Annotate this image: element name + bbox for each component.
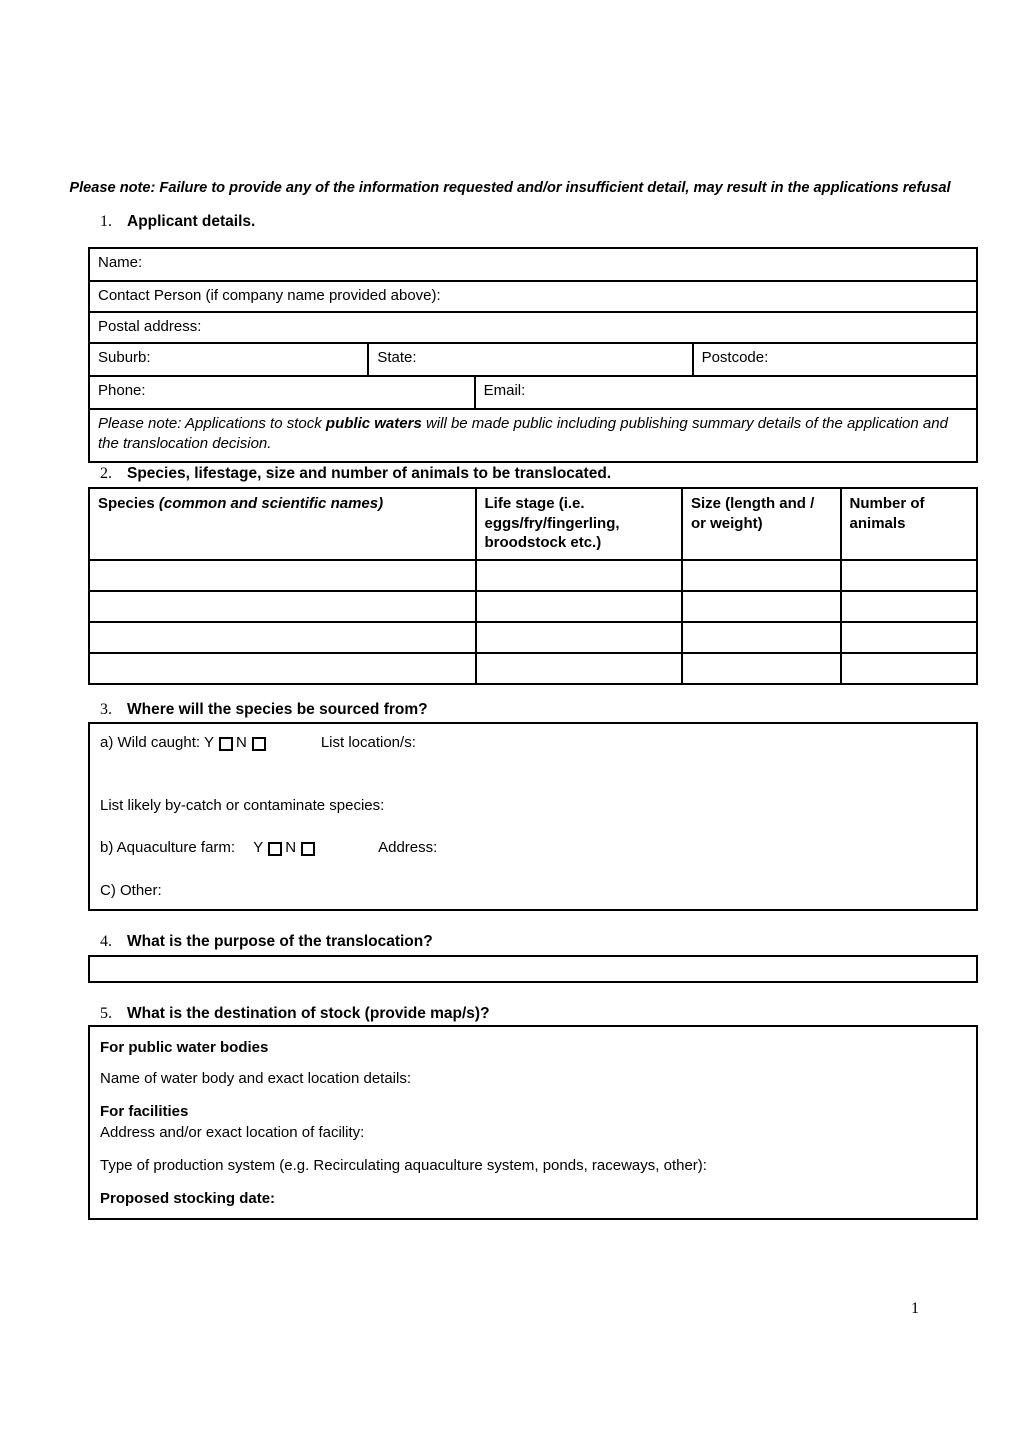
public-water-bodies-heading: For public water bodies [100,1039,269,1056]
section-number: 1. [100,213,112,230]
section-title: Species, lifestage, size and number of animals to be translocated. [127,465,612,482]
size-input-cell[interactable] [681,623,840,652]
species-input-cell[interactable] [90,561,475,590]
section-heading-applicant-details [100,213,255,231]
phone-email-row [90,375,976,408]
species-header-italic: (common and scientific names) [158,495,384,512]
species-input-cell[interactable] [90,623,475,652]
note-public-waters: public waters [325,415,422,432]
section-title: What is the purpose of the translocation? [127,933,433,950]
section-heading-destination [100,1005,490,1023]
phone-field-cell[interactable] [90,377,474,408]
species-empty-row [90,652,976,683]
source-box[interactable] [88,722,978,911]
suburb-label: Suburb: [98,349,151,366]
name-label: Name: [98,254,143,271]
species-table [88,487,978,685]
note-suffix: will be made public including publishing summary details of the application and the translocation decision. [98,415,948,453]
number-input-cell[interactable] [840,561,976,590]
life-stage-input-cell[interactable] [475,623,681,652]
life-stage-input-cell[interactable] [475,592,681,621]
species-empty-row [90,590,976,621]
aquaculture-no-label: N [285,839,297,856]
facility-address-label: Address and/or exact location of facility: [100,1124,365,1141]
number-input-cell[interactable] [840,623,976,652]
postal-address-field-row[interactable] [90,311,976,342]
section-title: What is the destination of stock (provide map/s)? [127,1005,490,1022]
state-field-cell[interactable] [367,344,691,375]
top-warning-note: Please note: Failure to provide any of the information requested and/or insufficient detail, may result in the applications refusal [69,180,951,196]
aquaculture-yes-checkbox[interactable] [268,842,282,856]
water-body-location-label: Name of water body and exact location details: [100,1070,412,1087]
section-number: 4. [100,933,112,950]
wild-caught-no-label: N [235,734,247,751]
aquaculture-farm-line [100,839,437,856]
section-number: 5. [100,1005,112,1022]
wild-caught-no-checkbox[interactable] [252,737,266,751]
wild-caught-label: a) Wild caught: [100,734,201,751]
section-number: 3. [100,701,112,718]
state-label: State: [377,349,417,366]
suburb-state-postcode-row [90,342,976,375]
list-locations-label: List location/s: [320,734,416,751]
email-label: Email: [483,382,526,399]
page-number: 1 [911,1300,919,1317]
aquaculture-yes-label: Y [253,839,264,856]
address-label: Address: [378,839,438,856]
postcode-field-cell[interactable] [692,344,976,375]
postcode-label: Postcode: [701,349,769,366]
size-column-header: Size (length and / or weight) [681,489,840,559]
public-waters-note-row [90,408,976,461]
purpose-input-box[interactable] [88,955,978,983]
applicant-details-table [88,247,978,463]
postal-address-label: Postal address: [98,318,202,335]
size-input-cell[interactable] [681,592,840,621]
species-input-cell[interactable] [90,654,475,683]
wild-caught-yes-checkbox[interactable] [219,737,233,751]
section-title: Where will the species be sourced from? [127,701,428,718]
size-input-cell[interactable] [681,561,840,590]
bycatch-line [100,797,384,814]
species-header-main: Species [98,495,159,512]
life-stage-input-cell[interactable] [475,561,681,590]
wild-caught-line [100,734,416,751]
bycatch-label: List likely by-catch or contaminate species: [100,797,385,814]
phone-label: Phone: [98,382,146,399]
species-column-header [90,489,475,559]
species-empty-row [90,621,976,652]
other-label: C) Other: [100,882,162,899]
size-input-cell[interactable] [681,654,840,683]
section-title: Applicant details. [127,213,256,230]
email-field-cell[interactable] [474,377,976,408]
species-input-cell[interactable] [90,592,475,621]
suburb-field-cell[interactable] [90,344,367,375]
species-empty-row [90,559,976,590]
life-stage-input-cell[interactable] [475,654,681,683]
number-column-header: Number of animals [840,489,976,559]
note-prefix: Please note: Applications to stock [98,415,326,432]
contact-person-field-row[interactable] [90,280,976,311]
species-table-header-row [90,489,976,559]
section-heading-source [100,701,428,719]
section-heading-species [100,465,611,483]
section-number: 2. [100,465,112,482]
aquaculture-no-checkbox[interactable] [301,842,315,856]
name-field-row[interactable] [90,249,976,280]
other-line [100,882,162,899]
aquaculture-farm-label: b) Aquaculture farm: [100,839,236,856]
wild-caught-yes-label: Y [203,734,214,751]
number-input-cell[interactable] [840,654,976,683]
proposed-stocking-date-label: Proposed stocking date: [100,1190,276,1207]
section-heading-purpose [100,933,433,951]
number-input-cell[interactable] [840,592,976,621]
production-system-label: Type of production system (e.g. Recirculating aquaculture system, ponds, raceways, other): [100,1157,707,1174]
destination-box[interactable] [88,1025,978,1220]
life-stage-column-header: Life stage (i.e. eggs/fry/fingerling, broodstock etc.) [475,489,681,559]
facilities-heading: For facilities [100,1103,189,1120]
contact-person-label: Contact Person (if company name provided above): [98,287,441,304]
